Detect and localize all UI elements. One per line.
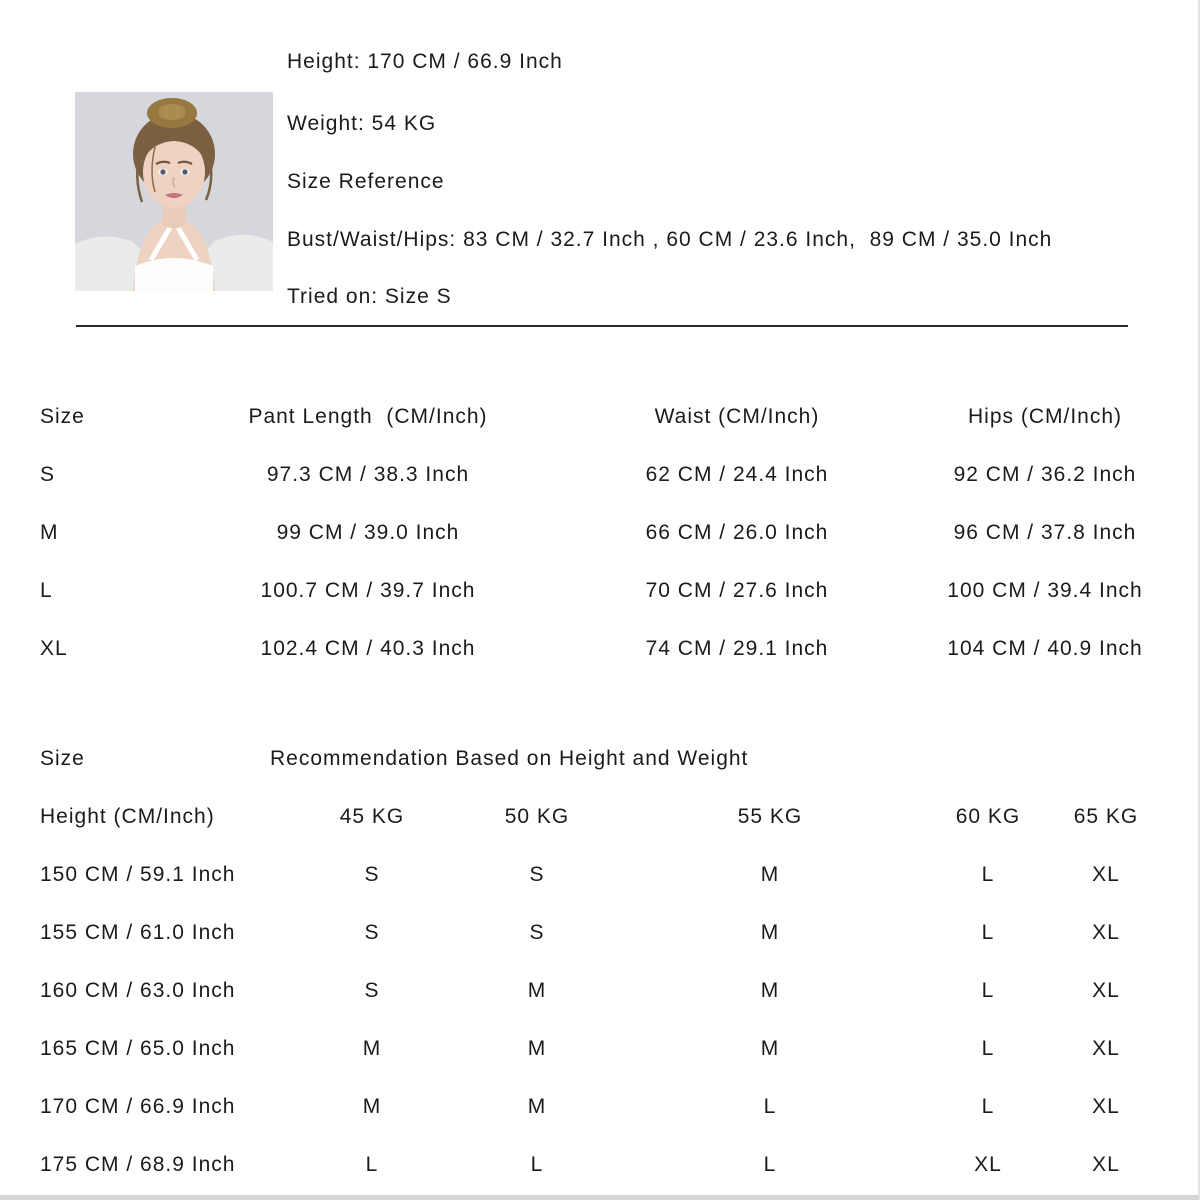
reco-size-value: S [529, 921, 545, 944]
reco-size-value: M [760, 1037, 780, 1060]
reco-size-value: S [529, 863, 545, 886]
model-photo [75, 92, 273, 291]
recommendation-row-150 [40, 846, 1170, 904]
bust-waist-hips-line: Bust/Waist/Hips: 83 CM / 32.7 Inch , 60 CM / 23.6 Inch, 89 CM / 35.0 Inch [287, 228, 1053, 251]
size-table-row-s [40, 446, 1182, 504]
waist-value: 74 CM / 29.1 Inch [645, 637, 829, 660]
size-table-header-row [40, 388, 1182, 446]
size-table-row-xl [40, 620, 1182, 678]
recommendation-row-165 [40, 1020, 1170, 1078]
model-photo-illustration [75, 92, 273, 291]
model-weight-line: Weight: 54 KG [287, 112, 437, 135]
pant-length-value: 100.7 CM / 39.7 Inch [260, 579, 476, 602]
size-label: M [40, 521, 59, 544]
height-label: 160 CM / 63.0 Inch [40, 979, 236, 1002]
hips-value: 100 CM / 39.4 Inch [947, 579, 1143, 602]
pant-length-value: 97.3 CM / 38.3 Inch [266, 463, 470, 486]
waist-value: 70 CM / 27.6 Inch [645, 579, 829, 602]
size-reference-label: Size Reference [287, 170, 445, 193]
reco-size-value: L [981, 863, 995, 886]
size-label: L [40, 579, 53, 602]
reco-size-value: M [760, 921, 780, 944]
reco-size-value: M [760, 863, 780, 886]
hips-value: 96 CM / 37.8 Inch [953, 521, 1137, 544]
reco-size-value: XL [1092, 1037, 1120, 1060]
reco-size-value: S [364, 863, 380, 886]
reco-size-value: L [981, 979, 995, 1002]
size-measurement-table [40, 388, 1182, 678]
size-table-header-pant-length: Pant Length (CM/Inch) [248, 405, 488, 428]
height-label: 165 CM / 65.0 Inch [40, 1037, 236, 1060]
reco-size-value: L [365, 1153, 379, 1176]
size-table-header-waist: Waist (CM/Inch) [654, 405, 820, 428]
height-label: 150 CM / 59.1 Inch [40, 863, 236, 886]
hips-value: 104 CM / 40.9 Inch [947, 637, 1143, 660]
reco-size-value: XL [974, 1153, 1002, 1176]
reco-header-height: Height (CM/Inch) [40, 805, 215, 828]
reco-header-50kg: 50 KG [504, 805, 570, 828]
reco-size-value: L [981, 1037, 995, 1060]
size-table-header-hips: Hips (CM/Inch) [967, 405, 1123, 428]
reco-header-65kg: 65 KG [1073, 805, 1139, 828]
recommendation-header-row [40, 788, 1170, 846]
reco-size-value: L [763, 1095, 777, 1118]
model-height-line: Height: 170 CM / 66.9 Inch [287, 50, 563, 73]
recommendation-row-175 [40, 1136, 1170, 1194]
reco-size-value: M [760, 979, 780, 1002]
reco-size-value: XL [1092, 1153, 1120, 1176]
pant-length-value: 102.4 CM / 40.3 Inch [260, 637, 476, 660]
recommendation-row-170 [40, 1078, 1170, 1136]
reco-size-value: L [763, 1153, 777, 1176]
hips-value: 92 CM / 36.2 Inch [953, 463, 1137, 486]
reco-header-55kg: 55 KG [737, 805, 803, 828]
reco-size-value: L [981, 921, 995, 944]
reco-size-value: L [530, 1153, 544, 1176]
size-table-header-size: Size [40, 405, 85, 428]
recommendation-title-row [40, 730, 1170, 788]
recommendation-table [40, 730, 1170, 1194]
size-label: S [40, 463, 56, 486]
height-label: 155 CM / 61.0 Inch [40, 921, 236, 944]
reco-size-value: S [364, 979, 380, 1002]
reco-size-value: XL [1092, 979, 1120, 1002]
size-table-row-l [40, 562, 1182, 620]
reco-size-value: M [362, 1037, 382, 1060]
reco-header-45kg: 45 KG [339, 805, 405, 828]
reco-size-value: M [527, 1095, 547, 1118]
recommendation-size-label: Size [40, 747, 85, 770]
reco-size-value: L [981, 1095, 995, 1118]
reco-size-value: XL [1092, 921, 1120, 944]
reco-size-value: M [362, 1095, 382, 1118]
recommendation-title: Recommendation Based on Height and Weight [270, 747, 749, 770]
reco-size-value: M [527, 979, 547, 1002]
recommendation-row-160 [40, 962, 1170, 1020]
tried-on-line: Tried on: Size S [287, 285, 452, 308]
height-label: 170 CM / 66.9 Inch [40, 1095, 236, 1118]
waist-value: 62 CM / 24.4 Inch [645, 463, 829, 486]
size-table-row-m [40, 504, 1182, 562]
reco-size-value: XL [1092, 1095, 1120, 1118]
reco-header-60kg: 60 KG [955, 805, 1021, 828]
pant-length-value: 99 CM / 39.0 Inch [276, 521, 460, 544]
size-label: XL [40, 637, 68, 660]
reco-size-value: XL [1092, 863, 1120, 886]
waist-value: 66 CM / 26.0 Inch [645, 521, 829, 544]
recommendation-row-155 [40, 904, 1170, 962]
reco-size-value: S [364, 921, 380, 944]
screenshot-bottom-edge [0, 1195, 1200, 1200]
section-divider [76, 325, 1128, 327]
height-label: 175 CM / 68.9 Inch [40, 1153, 236, 1176]
reco-size-value: M [527, 1037, 547, 1060]
